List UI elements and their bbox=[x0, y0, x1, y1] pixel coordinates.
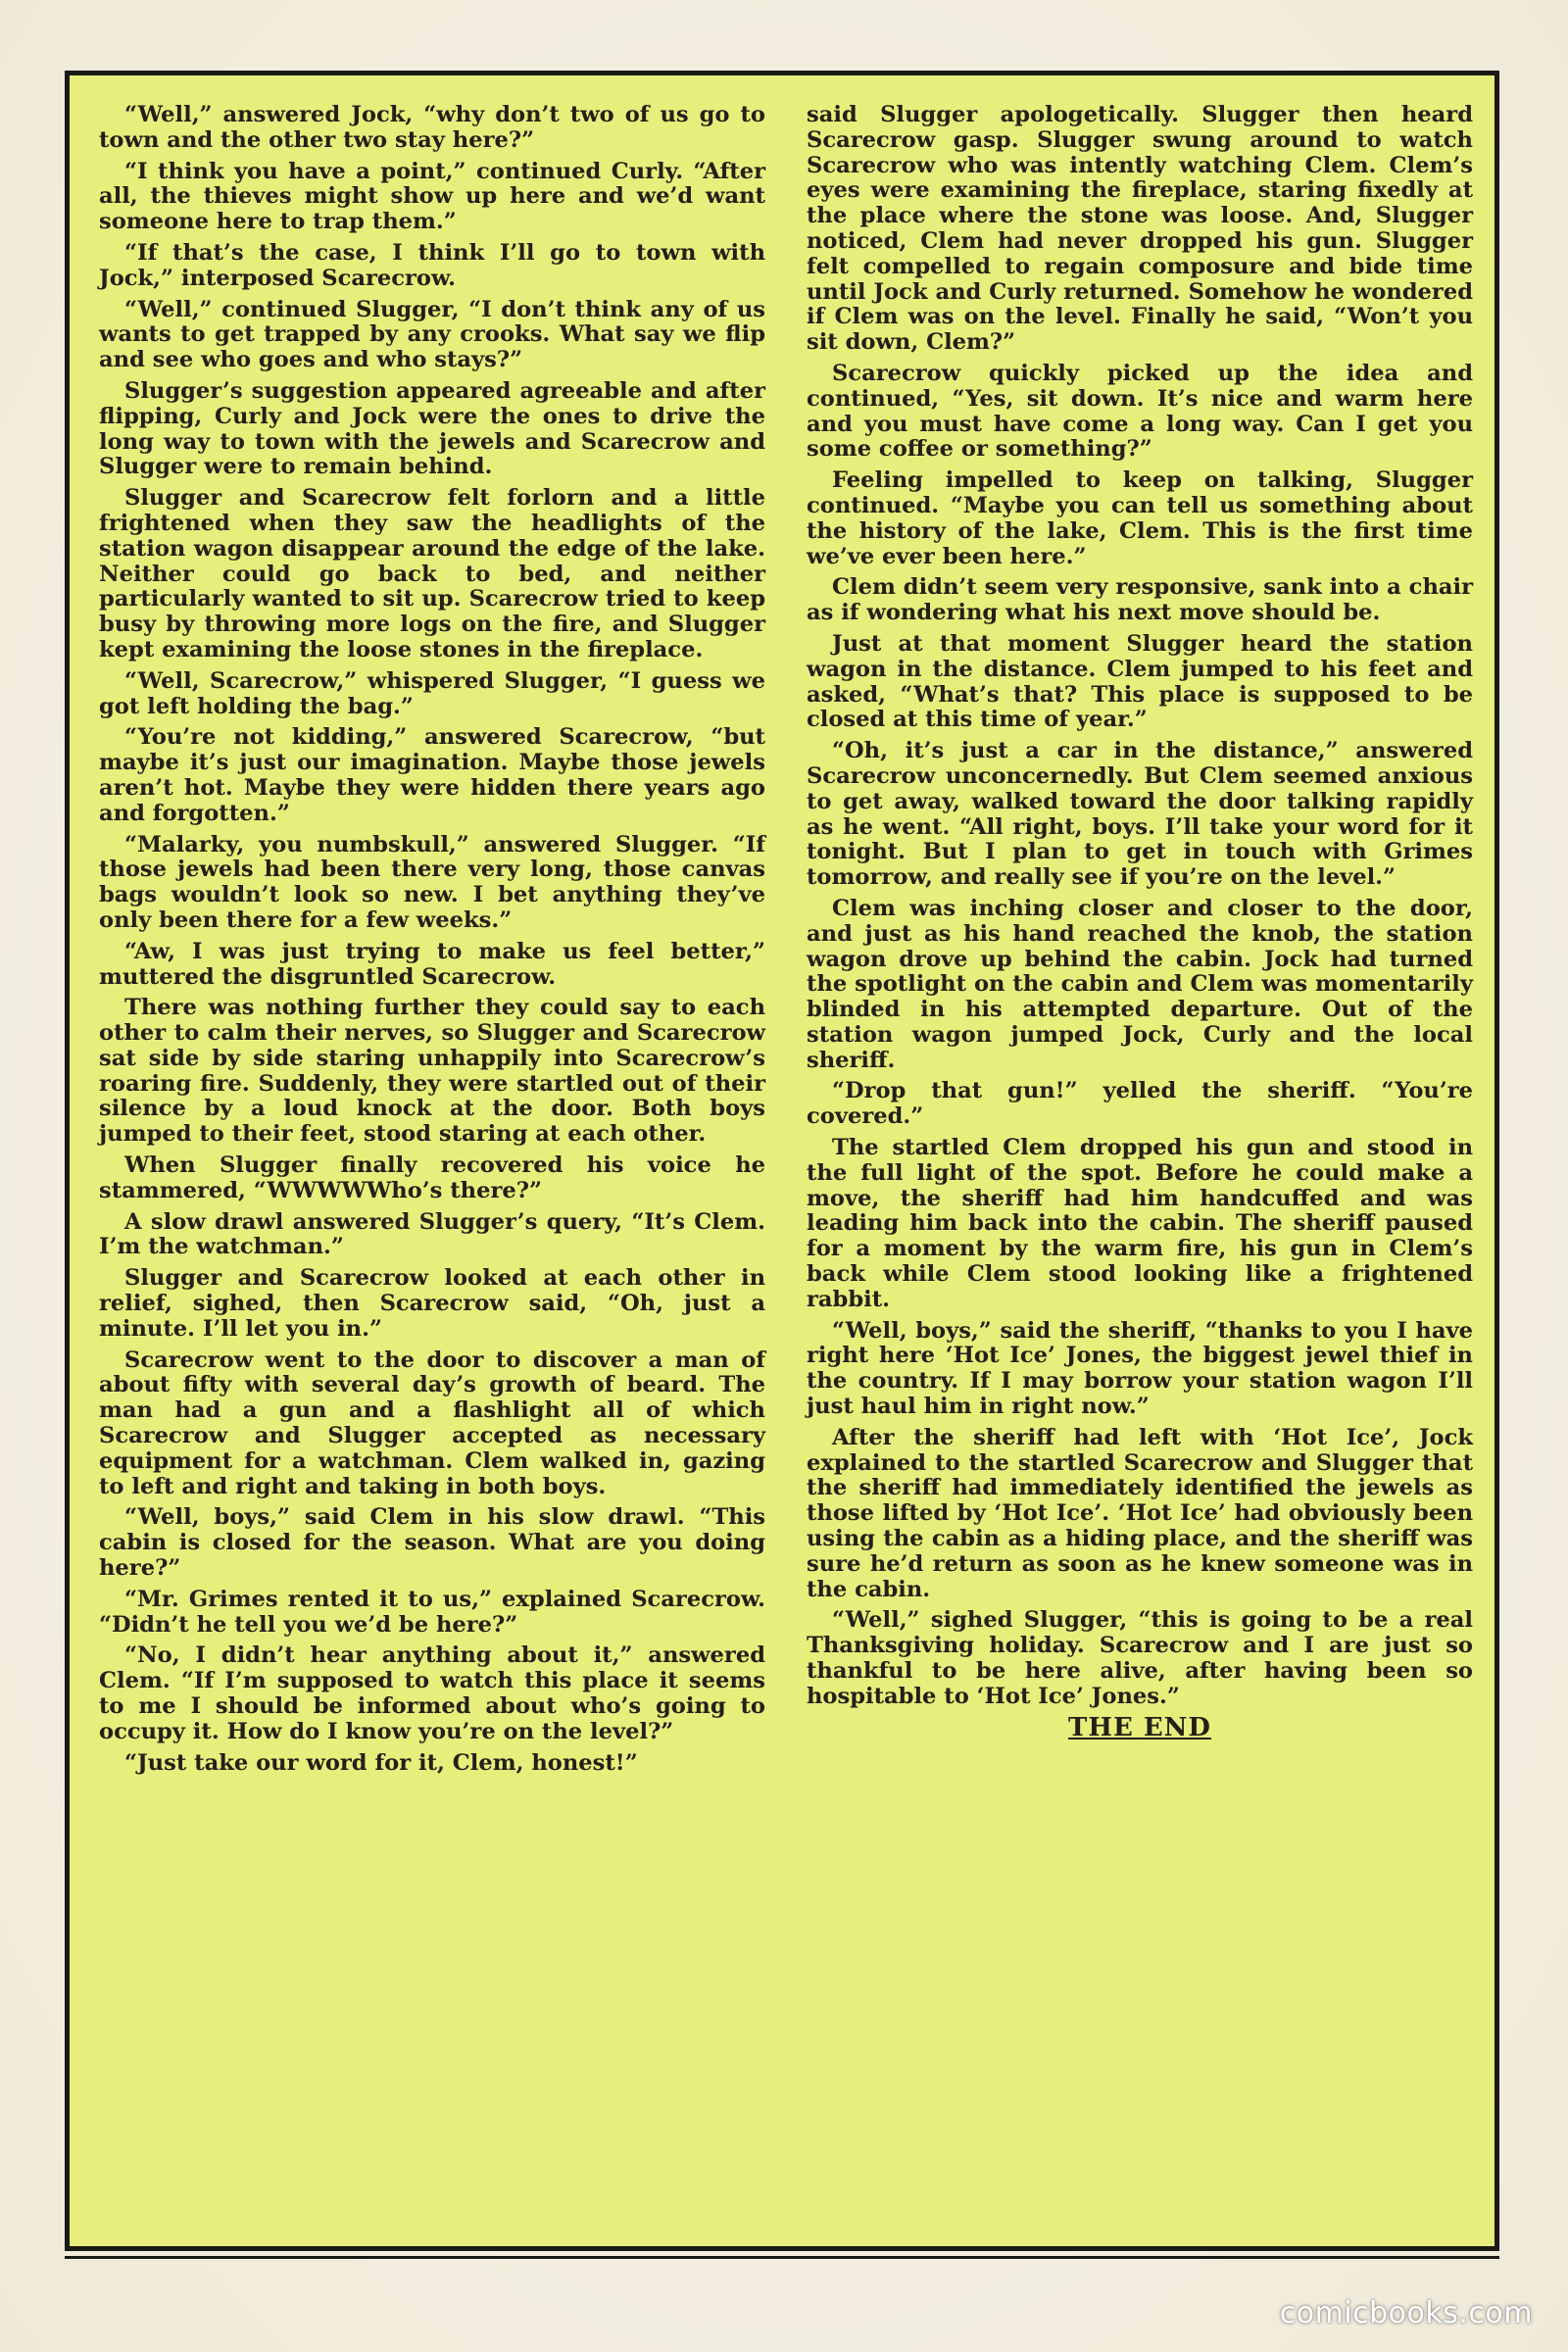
paragraph: After the sheriff had left with ‘Hot Ice’, Jock explained to the startled Scarecrow and Slugger that the sheriff had immediately identified the jewels as those lifted by ‘Hot Ice’. ‘Hot Ice’ had obviously been using the cabin as a hiding place, and the sheriff was sure he’d return as soon as he knew someone was in the cabin. bbox=[807, 1424, 1473, 1602]
paragraph: Scarecrow went to the door to discover a man of about fifty with several day’s growth of beard. The man had a gun and a flashlight all of which Scarecrow and Slugger accepted as necessary equipment for a watchman. Clem walked in, gazing to left and right and taking in both boys. bbox=[99, 1347, 765, 1499]
paragraph: “Well, boys,” said Clem in his slow drawl. “This cabin is closed for the season. What are you doing here?” bbox=[99, 1504, 765, 1582]
watermark: comicbooks.com bbox=[1279, 2296, 1533, 2330]
paragraph: “Well,” answered Jock, “why don’t two of us go to town and the other two stay here?” bbox=[99, 102, 765, 153]
paragraph: Slugger’s suggestion appeared agreeable and after flipping, Curly and Jock were the ones to drive the long way to town with the jewels and Scarecrow and Slugger were to remain behind. bbox=[99, 377, 765, 480]
paragraph: said Slugger apologetically. Slugger then heard Scarecrow gasp. Slugger swung around to watch Scarecrow who was intently watching Clem. Clem’s eyes were examining the fireplace, staring fixedly at the place where the stone was loose. And, Slugger noticed, Clem had never dropped his gun. Slugger felt compelled to regain composure and bide time until Jock and Curly returned. Somehow he wondered if Clem was on the level. Finally he said, “Won’t you sit down, Clem?” bbox=[807, 102, 1473, 356]
paragraph: Just at that moment Slugger heard the station wagon in the distance. Clem jumped to his feet and asked, “What’s that? This place is supposed to be closed at this time of year.” bbox=[807, 630, 1473, 733]
the-end-label: THE END bbox=[1068, 1712, 1211, 1742]
paragraph: A slow drawl answered Slugger’s query, “It’s Clem. I’m the watchman.” bbox=[99, 1208, 765, 1260]
paragraph: “No, I didn’t hear anything about it,” answered Clem. “If I’m supposed to watch this place it seems to me I should be informed about who’s going to occupy it. How do I know you’re on the level?” bbox=[99, 1642, 765, 1744]
paragraph: The startled Clem dropped his gun and stood in the full light of the spot. Before he could make a move, the sheriff had him handcuffed and was leading him back into the cabin. The sheriff paused for a moment by the warm fire, his gun in Clem’s back while Clem stood looking like a frightened rabbit. bbox=[807, 1135, 1473, 1312]
paragraph: Clem didn’t seem very responsive, sank into a chair as if wondering what his next move should be. bbox=[807, 574, 1473, 626]
paragraph: When Slugger finally recovered his voice he stammered, “WWWWWho’s there?” bbox=[99, 1152, 765, 1203]
paragraph: Scarecrow quickly picked up the idea and continued, “Yes, sit down. It’s nice and warm here and you must have come a long way. Can I get you some coffee or something?” bbox=[807, 360, 1473, 463]
text-panel bbox=[65, 71, 1499, 2251]
paragraph: “You’re not kidding,” answered Scarecrow, “but maybe it’s just our imagination. Maybe those jewels aren’t hot. Maybe they were hidden there years ago and forgotten.” bbox=[99, 724, 765, 826]
paragraph: “Malarky, you numbskull,” answered Slugger. “If those jewels had been there very long, those canvas bags wouldn’t look so new. I bet anything they’ve only been there for a few weeks.” bbox=[99, 831, 765, 933]
paragraph: Slugger and Scarecrow looked at each other in relief, sighed, then Scarecrow said, “Oh, just a minute. I’ll let you in.” bbox=[99, 1265, 765, 1342]
paragraph: “Aw, I was just trying to make us feel better,” muttered the disgruntled Scarecrow. bbox=[99, 938, 765, 990]
paragraph: “Oh, it’s just a car in the distance,” answered Scarecrow unconcernedly. But Clem seemed anxious to get away, walked toward the door talking rapidly as he went. “All right, boys. I’ll take your word for it tonight. But I plan to get in touch with Grimes tomorrow, and really see if you’re on the level.” bbox=[807, 738, 1473, 891]
paragraph: “Drop that gun!” yelled the sheriff. “You’re covered.” bbox=[807, 1078, 1473, 1130]
paragraph: “If that’s the case, I think I’ll go to town with Jock,” interposed Scarecrow. bbox=[99, 239, 765, 291]
paragraph: “Well, boys,” said the sheriff, “thanks to you I have right here ‘Hot Ice’ Jones, the biggest jewel thief in the country. If I may borrow your station wagon I’ll just haul him in right now.” bbox=[807, 1317, 1473, 1420]
paragraph: Clem was inching closer and closer to the door, and just as his hand reached the knob, the station wagon drove up behind the cabin. Jock had turned the spotlight on the cabin and Clem was momentarily blinded in his attempted departure. Out of the station wagon jumped Jock, Curly and the local sheriff. bbox=[807, 895, 1473, 1073]
paragraph: “Well,” continued Slugger, “I don’t think any of us wants to get trapped by any crooks. What say we flip and see who goes and who stays?” bbox=[99, 296, 765, 373]
paragraph: “Well,” sighed Slugger, “this is going to be a real Thanksgiving holiday. Scarecrow and I are just so thankful to be here alive, after having been so hospitable to ‘Hot Ice’ Jones.” bbox=[807, 1607, 1473, 1709]
left-column bbox=[99, 103, 765, 1782]
paragraph: “Just take our word for it, Clem, honest!” bbox=[124, 1749, 638, 1776]
paragraph: There was nothing further they could say to each other to calm their nerves, so Slugger and Scarecrow sat side by side staring unhappily into Scarecrow’s roaring fire. Suddenly, they were startled out of their silence by a loud knock at the door. Both boys jumped to their feet, stood staring at each other. bbox=[99, 995, 765, 1148]
paragraph: “Mr. Grimes rented it to us,” explained Scarecrow. “Didn’t he tell you we’d be here?” bbox=[99, 1586, 765, 1638]
right-column bbox=[807, 103, 1473, 1746]
bottom-rule bbox=[65, 2256, 1499, 2259]
paragraph: Slugger and Scarecrow felt forlorn and a little frightened when they saw the headlights of the station wagon disappear around the edge of the lake. Neither could go back to bed, and neither particularly wanted to sit up. Scarecrow tried to keep busy by throwing more logs on the fire, and Slugger kept examining the loose stones in the fireplace. bbox=[99, 485, 765, 662]
paragraph: Feeling impelled to keep on talking, Slugger continued. “Maybe you can tell us something about the history of the lake, Clem. This is the first time we’ve ever been here.” bbox=[807, 467, 1473, 569]
paragraph: “I think you have a point,” continued Curly. “After all, the thieves might show up here and we’d want someone here to trap them.” bbox=[99, 158, 765, 235]
paragraph: “Well, Scarecrow,” whispered Slugger, “I guess we got left holding the bag.” bbox=[99, 667, 765, 719]
